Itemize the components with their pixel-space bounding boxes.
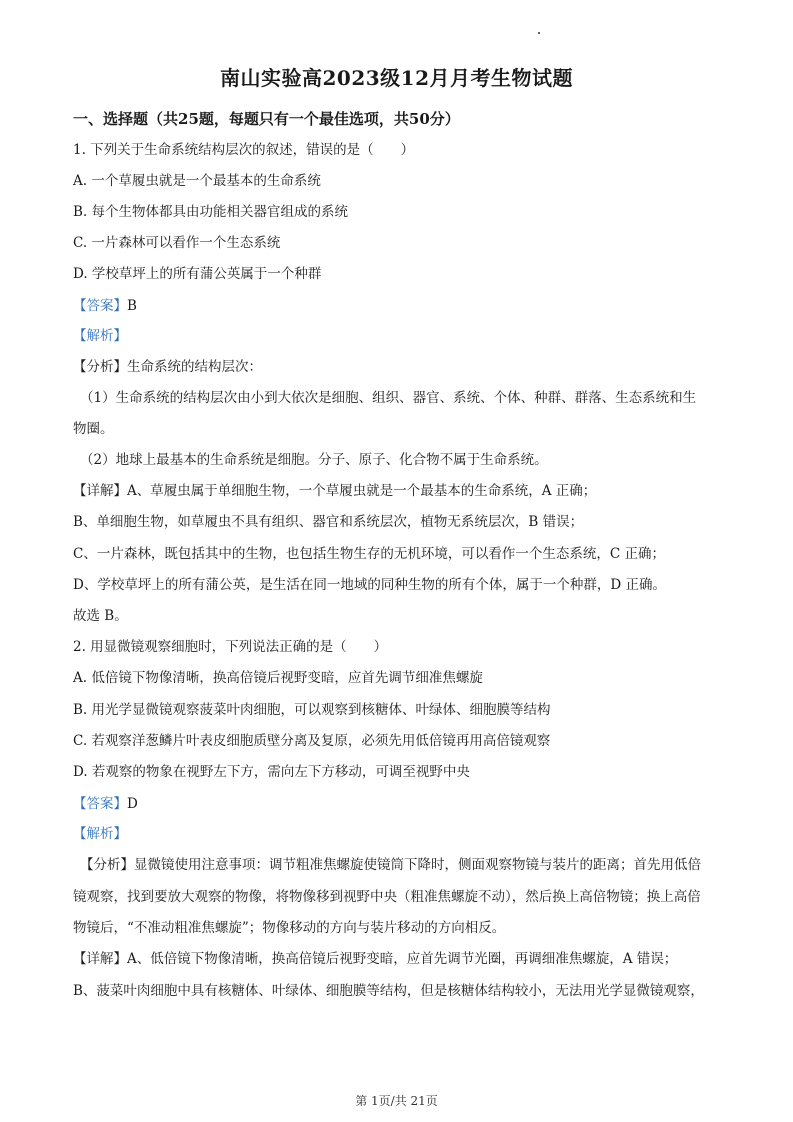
q2-stem: 2. 用显微镜观察细胞时，下列说法正确的是（ ） (73, 639, 388, 655)
q2-fenxi-text-1: 显微镜使用注意事项：调节粗准焦螺旋使镜筒下降时，侧面观察物镜与装片的距离；首先用低倍 (134, 857, 701, 873)
q2-option-c: C. 若观察洋葱鳞片叶表皮细胞质壁分离及复原，必须先用低倍镜再用高倍镜观察 (73, 733, 551, 749)
q1-stem: 1. 下列关于生命系统结构层次的叙述，错误的是（ ） (73, 142, 415, 158)
q1-analysis-tag: 【解析】 (73, 328, 127, 344)
q2-fenxi-line-2: 镜观察，找到要放大观察的物像，将物像移到视野中央（粗准焦螺旋不动），然后换上高倍物镜；换上高倍 (73, 889, 701, 905)
q1-detail-d: D、学校草坪上的所有蒲公英，是生活在同一地域的同种生物的所有个体，属于一个种群，D 正确。 (73, 577, 666, 593)
fenxi-tag: 【分析】 (80, 857, 134, 873)
page-footer: 第 1页/共 21页 (355, 1094, 438, 1108)
page-title: 南山实验高2023级12月月考生物试题 (220, 66, 573, 90)
answer-tag: 【答案】 (73, 796, 127, 812)
answer-tag: 【答案】 (73, 298, 127, 314)
q2-fenxi-line-3: 物镜后，“不准动粗准焦螺旋”；物像移动的方向与装片移动的方向相反。 (73, 920, 506, 936)
q2-detail-b: B、菠菜叶肉细胞中具有核糖体、叶绿体、细胞膜等结构，但是核糖体结构较小，无法用光学显微镜观察， (73, 983, 704, 999)
q2-analysis-tag: 【解析】 (73, 826, 127, 842)
q2-answer: D (127, 796, 138, 812)
q1-detail-a: A、草履虫属于单细胞生物，一个草履虫就是一个最基本的生命系统，A 正确； (127, 483, 597, 499)
detail-tag: 【详解】 (73, 483, 127, 499)
q2-detail-a-line (73, 950, 677, 968)
fenxi-tag: 【分析】 (73, 359, 127, 375)
q1-conclusion: 故选 B。 (73, 608, 128, 624)
q1-option-b: B. 每个生物体都具由功能相关器官组成的系统 (73, 204, 349, 220)
q1-fenxi-text: 生命系统的结构层次： (127, 359, 262, 375)
q1-detail-a-line (73, 482, 596, 500)
section-heading: 一、选择题（共25题，每题只有一个最佳选项，共50分） (73, 110, 460, 128)
q2-option-d: D. 若观察的物象在视野左下方，需向左下方移动，可调至视野中央 (73, 764, 470, 780)
q1-option-c: C. 一片森林可以看作一个生态系统 (73, 235, 281, 251)
q1-point2: （2）地球上最基本的生命系统是细胞。分子、原子、化合物不属于生命系统。 (80, 452, 548, 468)
q1-option-a: A. 一个草履虫就是一个最基本的生命系统 (73, 173, 321, 189)
q1-answer-line (73, 297, 137, 315)
detail-tag: 【详解】 (73, 951, 127, 967)
q1-point1-a: （1）生命系统的结构层次由小到大依次是细胞、组织、器官、系统、个体、种群、群落、生态系统和生 (80, 390, 697, 406)
q1-point1-b: 物圈。 (73, 421, 114, 437)
top-mark (538, 32, 540, 34)
q1-answer: B (127, 298, 137, 314)
q1-detail-b: B、单细胞生物，如草履虫不具有组织、器官和系统层次，植物无系统层次，B 错误； (73, 514, 584, 530)
q2-option-b: B. 用光学显微镜观察菠菜叶肉细胞，可以观察到核糖体、叶绿体、细胞膜等结构 (73, 702, 551, 718)
q2-detail-a: A、低倍镜下物像清晰，换高倍镜后视野变暗，应首先调节光圈，再调细准焦螺旋，A 错误； (127, 951, 678, 967)
q2-fenxi-line-1 (80, 856, 701, 874)
q2-option-a: A. 低倍镜下物像清晰，换高倍镜后视野变暗，应首先调节细准焦螺旋 (73, 670, 483, 686)
q2-answer-line (73, 795, 138, 813)
q1-detail-c: C、一片森林，既包括其中的生物，也包括生物生存的无机环境，可以看作一个生态系统，C 正确； (73, 546, 665, 562)
q1-fenxi-line (73, 358, 262, 376)
q1-option-d: D. 学校草坪上的所有蒲公英属于一个种群 (73, 266, 322, 282)
